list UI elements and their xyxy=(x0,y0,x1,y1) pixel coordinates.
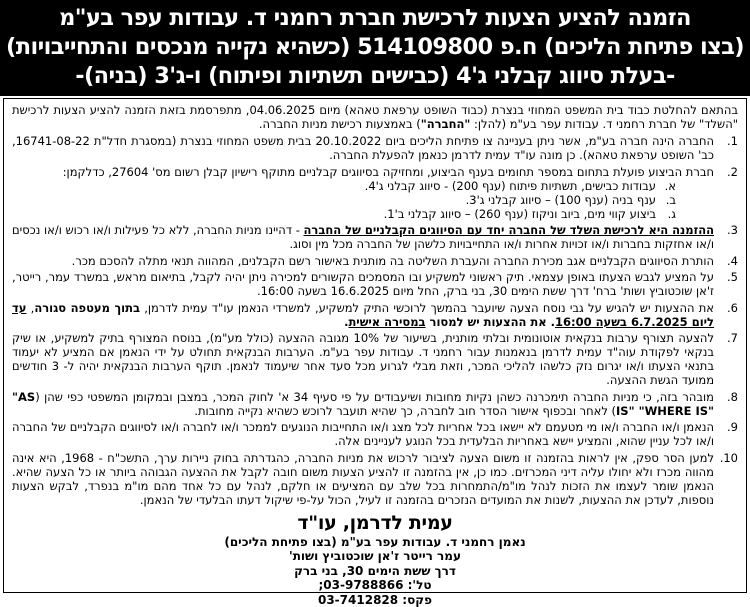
notice-body xyxy=(3,98,747,593)
item-2-sub-b-letter: ב. xyxy=(656,193,676,207)
item-6-number: 6. xyxy=(714,301,738,329)
item-7-text: להצעה תצורף ערבות בנקאית אוטונומית ובלתי מותנית, בשיעור של 10% מגובה ההצעה (כולל מע"מ), בנוסח המצורף בתיק למשקיע, או שיק בנקאי לפקודת עוה"ד עמית לדרמן בנאמנות עבור רחמני ד. עבודות עפר בע"מ. הערבות הבנקאית תחולט על ידי הנאמן אם המציע לא יעמוד בתנאי הצעתו ו/או יגרום נזק כלשהו להליכי המכר, וזאת מבלי לגרוע מכל סעד אחר שיעמוד לנאמן. תוקף הערבות הבנקאית יהיה ל- 3 חודשים ממועד הגשת ההצעה. xyxy=(12,331,714,387)
item-6-bold-envelope: בתוך מעטפה סגורה xyxy=(34,301,140,315)
item-2-sub-a-text: עבודות כבישים, תשתיות פיתוח (ענף 200) - סיווג קבלני ג'4. xyxy=(365,179,656,193)
item-1-text: החברה הינה חברה בע"מ, אשר ניתן בעניינה צו פתיחת הליכים ביום 20.10.2022 בבית משפט המחוזי בנצרת (במסגרת חדל"ת 16741-08-22, כב' השופט ערפאת טאהא). כן מונה עו"ד עמית לדרמן כנאמן להפעלת החברה. xyxy=(12,134,714,162)
item-2-text xyxy=(12,165,714,221)
list-item-2 xyxy=(12,165,738,221)
intro-company-ref: "החברה" xyxy=(421,117,471,131)
item-8-text xyxy=(12,390,714,418)
item-6-t4: . xyxy=(344,315,348,329)
law-firm-address: דרך ששת הימים 30, בני ברק xyxy=(12,564,738,579)
masthead-title-line2: (בצו פתיחת הליכים) ח.פ 514109800 (כשהיא נקייה מנכסים והתחייבויות) xyxy=(2,33,748,62)
item-9-text: הנאמן ו/או החברה ו/או מי מטעמם לא יישאו בכל אחריות לכל מצג ו/או התחייבות הנוגעים לממכר ו/או לחברה ו/או לסיווגים הקבלניים של החברה ו/או לכל עניין שהוא, והמציע יישא באחריות הבלעדית בכל הנוגע לעניינים אלה. xyxy=(12,420,714,448)
item-2-sub-a-letter: א. xyxy=(656,179,676,193)
item-2-sub-b xyxy=(12,193,714,207)
law-firm-name: עמר רייטר ז'אן שוכטוביץ ושות' xyxy=(12,549,738,564)
item-10-number: 10. xyxy=(714,451,738,507)
item-8-number: 8. xyxy=(714,390,738,418)
list-item-10 xyxy=(12,451,738,507)
item-3-text xyxy=(12,223,714,251)
item-7-number: 7. xyxy=(714,331,738,387)
list-item-5 xyxy=(12,270,738,298)
item-8-as-is-where-is: "AS IS" "WHERE IS" xyxy=(12,390,714,418)
trustee-role: נאמן רחמני ד. עבודות עפר בע"מ (בצו פתיחת הליכים) xyxy=(12,535,738,550)
item-2-number: 2. xyxy=(714,165,738,221)
item-2-sub-b-text: ענף בניה (ענף 100) – סיווג קבלני ג'3. xyxy=(466,193,656,207)
item-2-sub-c-letter: ג. xyxy=(656,207,676,221)
item-5-text: על המציע לגבש הצעתו באופן עצמאי. תיק ראשוני למשקיע ובו המסמכים הקשורים למכירה ניתן יהיה לקבל, בתיאום מראש, במשרד עמר, רייטר, ז'אן שוכטוביץ ושות' ברח' דרך ששת הימים 30, בני ברק, החל מיום 16.6.2025 בשעה 16:00. xyxy=(12,270,714,298)
fax-number: פקס: 03-7412828 xyxy=(12,593,738,607)
item-6-t2: , xyxy=(26,301,34,315)
masthead-title-line3: -בעלת סיווג קבלני ג'4 (כבישים תשתיות ופיתוח) ו-ג'3 (בניה)- xyxy=(2,62,748,91)
signature-block xyxy=(12,512,738,607)
list-item-7 xyxy=(12,331,738,387)
item-10-text: למען הסר ספק, אין לראות בהזמנה זו משום הצעה לציבור לרכוש את מניות החברה, כהגדרתה בחוק ניירות ערך, התשכ"ח - 1968, היא אינה מהווה מכרז ולא יחולו עליה דיני המכרזים. כמו כן, אין בהזמנה זו להציע הצעות משום חובה לקבל את ההצעה הגבוהה ביותר או כל הצעה שהיא. הנאמן שומר לעצמו את הזכות לנהל מו"מ/התמחרות בכל שלב עם המציעים או חלקם, לנהל עם כל אחד מהם מו"מ בנפרד, לבקש הצעות נוספות, לעדכן את ההצעות, לשנות את המועדים הנזכרים בהזמנה זו לעיל, הכול על-פי שיקול דעתו הבלעדי של הנאמן. xyxy=(12,451,714,507)
item-8-t1: מובהר בזה, כי מניות החברה תימכרנה כשהן נקיות מחובות ושיעבודים על פי סעיף 34 א' לחוק המכר, במצבן ובמקומן המשפטי כפי שהן ( xyxy=(35,390,714,404)
intro-text-after: ) באמצעות רכישת מניות החברה. xyxy=(259,117,421,131)
masthead-title-line1: הזמנה להציע הצעות לרכישת חברת רחמני ד. עבודות עפר בע"מ xyxy=(2,4,748,33)
item-2-sub-a xyxy=(12,179,714,193)
list-item-9 xyxy=(12,420,738,448)
list-item-4 xyxy=(12,254,738,268)
trustee-name: עמית לדרמן, עו"ד xyxy=(12,512,738,535)
item-2-sub-c xyxy=(12,207,714,221)
item-6-deadline: עד ליום 6.7.2025 בשעה 16:00 xyxy=(12,301,714,329)
list-item-6 xyxy=(12,301,738,329)
item-6-text xyxy=(12,301,714,329)
list-item-8 xyxy=(12,390,738,418)
item-4-number: 4. xyxy=(714,254,738,268)
notice-masthead xyxy=(0,0,750,96)
item-3-rest: - דהיינו מניות החברה, ללא כל פעילות ו/או רכוש ו/או נכסים ו/או אחזקות בחברות ו/או זכויות אחרות ו/או התחייבויות כלשהן של החברה מכל מין וסוג. xyxy=(12,223,714,251)
item-3-number: 3. xyxy=(714,223,738,251)
item-4-text: הותרת הסיווגים הקבלניים אגב מכירת החברה והעברת השליטה בה מותנית באישור רשם הקבלנים, המהווה תנאי מתלה להסכם מכר. xyxy=(12,254,714,268)
item-6-t1: את ההצעות יש להגיש על גבי נוסח הצעה שיועבר בהמשך לרוכשי התיק למשקיע, למשרדי הנאמן עו"ד עמית לדרמן, xyxy=(140,301,714,315)
item-5-number: 5. xyxy=(714,270,738,298)
list-item-1 xyxy=(12,134,738,162)
item-6-t3: . את ההצעות יש למסור xyxy=(426,315,555,329)
list-item-3 xyxy=(12,223,738,251)
item-2-lead: חברת הביצוע פועלת בתחום במספר תחומים בענף הביצוע, ומחזיקה בסיווגים קבלניים מתוקף רישיון קבלן רשום מס' 27604, כדלקמן: xyxy=(12,165,714,179)
intro-text-before: בהתאם להחלטת כבוד בית המשפט המחוזי בנצרת (כבוד השופט ערפאת טאהא) מיום 04.06.2025, מתפרסמת בזאת הזמנה להציע הצעות לרכישת "השלד" של חברת רחמני ד. עבודות עפר בע"מ (להלן: xyxy=(12,103,738,131)
item-6-personal-delivery: במסירה אישית xyxy=(348,315,425,329)
phone-number: טל': 03-9788866; xyxy=(12,578,738,593)
item-8-t2: ) לאחר ובכפוף אישור הסדר חוב לחברה, כך שהיא תועבר לרוכש כשהיא נקייה מחובות. xyxy=(194,404,616,418)
item-1-number: 1. xyxy=(714,134,738,162)
item-9-number: 9. xyxy=(714,420,738,448)
item-3-bold-lead: ההזמנה היא לרכישת השלד של החברה יחד עם הסיווגים הקבלניים של החברה xyxy=(304,223,714,237)
intro-paragraph xyxy=(12,103,738,131)
item-2-sub-c-text: ביצוע קווי מים, ביוב וניקוז (ענף 260) – סיווג קבלני ב'1. xyxy=(384,207,656,221)
